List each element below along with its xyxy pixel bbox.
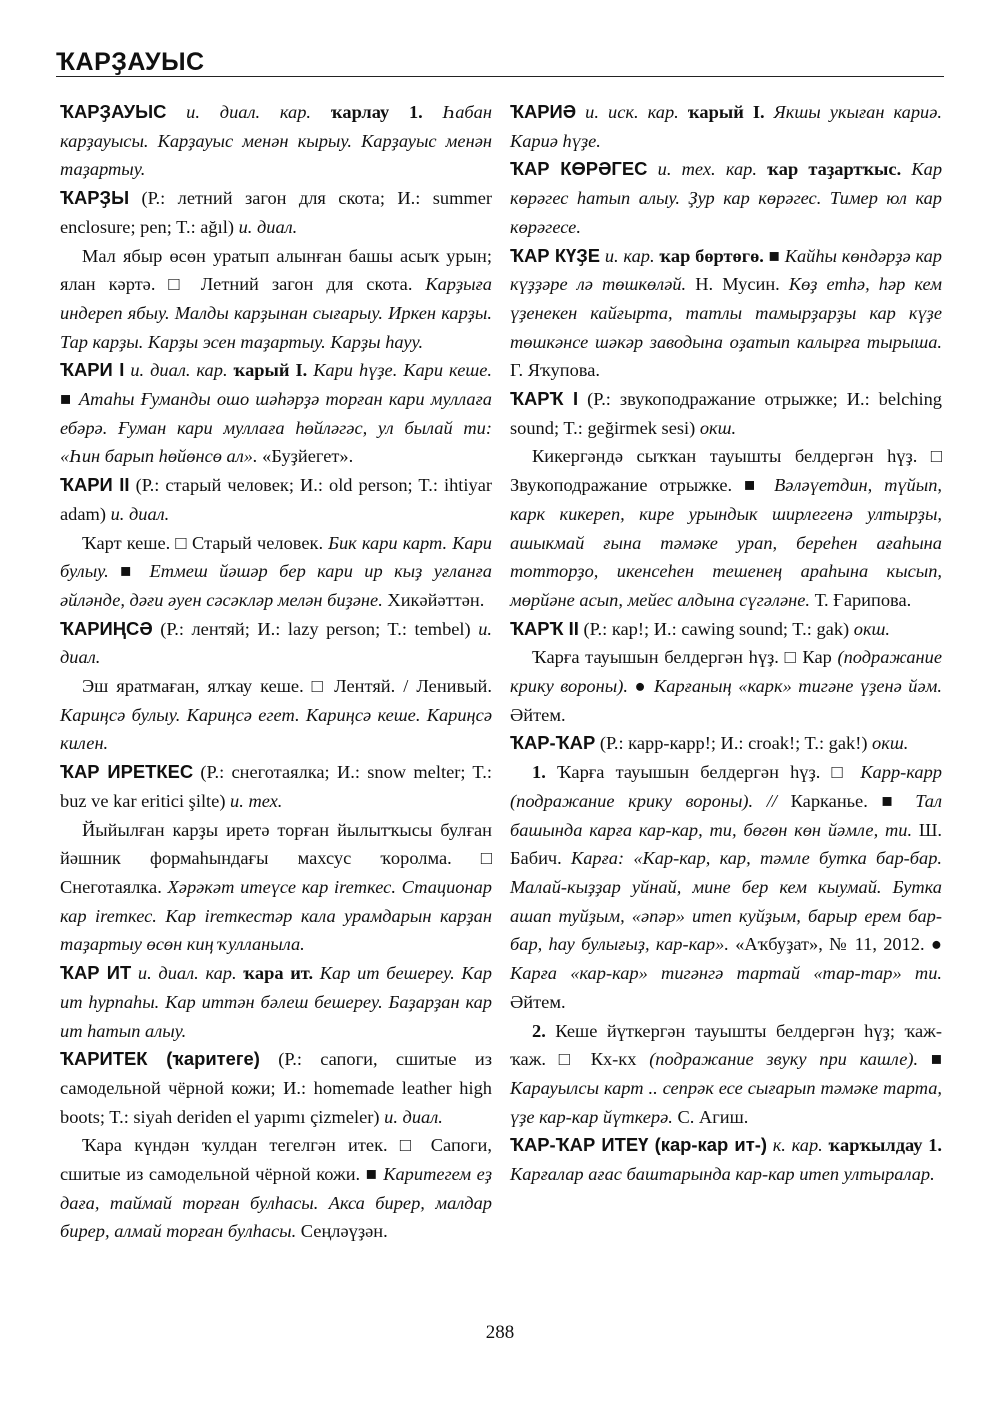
grammar-label: и. тех. [230,790,283,811]
dictionary-entry [60,615,492,672]
example-text: ■ Кайһы көндәрҙә кар күҙҙәре лә төшкөләй. [510,245,942,295]
definition-text: Карканье. [777,790,882,811]
source-text: С. Агиш. [672,1106,749,1127]
definition-paragraph [510,1017,942,1132]
headword: ҠАР ИТ [60,962,132,984]
grammar-label: и. кар. [600,245,660,266]
translation-text: (Р.: звукоподражание отрыжке; И.: belching sound; T.: geğirmek sesi) [510,389,943,438]
headword: ҠАР КӨРӘГЕС [510,158,648,180]
definition-paragraph [60,672,492,758]
definition-text: Ҡара күндән ҡулдан тегелгән итек. □ Сапоги, сшитые из самодельной чёрной кожи. [60,1135,492,1185]
headword: ҠАРҘЫ [60,187,130,209]
dictionary-entry [60,184,492,241]
grammar-label: и. диал. [110,503,170,524]
grammar-label: и. диал. кар. [131,963,244,984]
grammar-label: окш. [853,618,891,639]
headword: ҠАРИТЕК [60,1048,148,1070]
example-text: ■ Каритегем еҙ дағa, таймай торған булһасы. Акса бирер, малдар бирер, алмай торған булһасы. [60,1164,492,1242]
synonym-headword: ҡарҡылдау 1. [828,1135,942,1156]
grammar-label: и. диал. кар. [166,102,331,122]
definition-text: Эш яратмаған, ялҡау кеше. □ Лентяй. / Ленивый. [82,676,492,697]
headword: ҠАРҘАУЫС [60,101,167,122]
definition-paragraph [60,1131,492,1246]
dictionary-entry [510,385,942,442]
grammar-label: окш. [699,417,737,438]
headword: ҠАРИҢСӘ [60,617,153,639]
example-text: Карҙыға индереп ябыу. Малды карҙынан сығарыу. Иркен карҙы. Тар карҙы. Карҙы эсен таҙартыу. Карҙы һауу. [60,274,492,352]
grammar-label: к. кар. [766,1135,829,1156]
definition-text: Ҡарт кеше. □ Старый человек. [82,532,329,553]
dictionary-entry [60,1045,492,1131]
dictionary-entry [510,242,942,386]
example-text: ● Карға «кар-кар» тигәнгә тартай «тар-тар» ти. [510,934,942,984]
grammar-label: и. диал. кар. [124,360,234,381]
dictionary-entry [510,615,942,644]
source-text: Сеңләүҙән. [296,1221,388,1242]
example-text: Кар көрәгес һатып алыу. Ҙур кар көрәгес. Тимер юл кар көрәгесе. [510,159,943,237]
headword: ҠАРҠ ІІ [510,617,579,639]
definition-text: Йыйылған карҙы иретә торған йылытҡысы булған йәшник формаһындағы махсус ҡоролма. □ Снеготаялка. [60,819,492,897]
synonym-headword: ҡарый І. [687,102,765,122]
grammar-label: и. иск. кар. [576,102,688,122]
source-text: Хикәйәттән. [382,589,485,610]
example-text: (подражание звуку при кашле). ■ Карауылсы карт .. сепрәк есе сығарып тәмәке тарта, үҙе кар-кар йүткерә. [510,1049,942,1127]
source-text: Әйтем. [510,704,566,725]
headword: ҠАР-ҠАР [510,732,596,754]
translation-text: (Р.: летний загон для скота; И.: summer enclosure; pen; T.: ağıl) [60,188,492,237]
headword-variant: (кар-кар ит-) [648,1134,767,1156]
dictionary-entry [510,98,942,155]
headword: ҠАР-ҠАР ИТЕҮ [510,1134,649,1156]
headword: ҠАРҠ І [510,388,579,410]
source-text: Ш. Бабич. [510,819,942,869]
translation-text: (Р.: лентяй; И.: lazy person; T.: tembel) [152,618,479,639]
translation-text: (Р.: снеготаялка; И.: snow melter; T.: buz ve kar eritici şilte) [60,762,492,811]
right-column [510,98,942,1189]
synonym-headword: ҡарый І. [233,360,308,381]
example-text: Кари һүҙе. Кари кеше. ■ Атаһы Ғуманды ошо шәһәрҙә торған кари муллаға ебәрә. Ғуман кари муллаға һөйләгәс, ул былай ти: «Һин барып һөйөнсө ал». [60,360,492,467]
dictionary-entry [60,356,492,471]
definition-paragraph [510,758,942,1016]
translation-text: (Р.: кар!; И.: cawing sound; T.: gak) [578,618,854,639]
definition-text: Ҡарға тауышын белдергән һүҙ. □ [545,762,861,783]
grammar-label: и. диал. [238,216,298,237]
definition-paragraph [510,643,942,729]
source-text: Әйтем. [510,991,566,1012]
example-text: ■ Тал башында карға кар-кар, ти, бөгөн көн йәмле, ти. [510,790,942,840]
source-text: «Аҡбуҙат», № 11, 2012. [728,934,931,955]
example-text: Һабан карҙауысы. Карҙауыс менән кырыу. Карҙауыс менән таҙартыу. [60,102,492,180]
dictionary-entry [60,758,492,815]
example-text: Кар ит бешереу. Кар ит һурпаһы. Кар иттән бәлеш бешереу. Баҙарҙан кар ит һатып алыу. [60,963,492,1041]
translation-text: (Р.: старый человек; И.: old person; T.: ihtiyar adam) [60,475,492,524]
source-text: Т. Ғарипова. [810,589,912,610]
example-text: Карғалар ағас баштарында кар-кар итеп ултыралар. [510,1164,935,1185]
headword-variant: (ҡаритеге) [147,1048,260,1070]
headword: ҠАР ИРЕТКЕС [60,761,194,783]
dictionary-entry [510,155,942,241]
example-text: Якшы укыған кариә. Кариә һүҙе. [510,102,942,151]
translation-text: (Р.: карр-карр!; И.: croak!; T.: gak!) [595,733,873,754]
headword: ҠАР КҮҘЕ [510,244,601,266]
grammar-label: и. диал. [384,1106,443,1127]
headword: ҠАРИӘ [510,101,577,122]
translation-text: (Р.: сапоги, сшитые из самодельной чёрной кожи; И.: homemade leather high boots; T.: siyah deriden el yapımı çizmeler) [60,1049,492,1127]
synonym-headword: ҡар таҙартҡыс. [767,159,902,180]
synonym-headword: ҡарлау 1. [330,102,423,122]
headword: ҠАРИ І [60,359,125,381]
definition-text: Кеше йүткергән тауышты белдергән һүҙ; ҡаж-ҡаж. □ Кх-кх [510,1020,942,1070]
grammar-label: окш. [872,733,909,754]
sense-number: 2. [532,1020,546,1041]
example-text: Карға: «Кар-кар, кар, тәмле бутка бар-бар. Малай-кыҙҙар уйнай, мине бер кем кыумай. Бутка ашап туйҙым, «әпәр» итеп куйҙым, барыр ерем бар-бар, һау булығыҙ, кар-кар». [510,848,942,955]
dictionary-entry [510,729,942,758]
running-head: ҠАРҘАУЫС [56,48,205,76]
source-text: «Буҙйегет». [257,446,354,467]
header-rule [56,76,944,77]
definition-paragraph [60,816,492,960]
dictionary-entry [60,98,492,184]
dictionary-entry [60,471,492,528]
grammar-label: и. тех. кар. [647,159,768,180]
example-text: ■ Вәләүетдин, түйып, карк кикереп, кире урындык ширлегенә ултырҙы, ашыкмай ғына тәмәке урап, береһен ағаһына тотторҙо, икенсеһен тешенең араһына кысып, мөрйәне асып, мейес алдына сүгәләне. [510,475,942,610]
dictionary-entry [510,1131,942,1188]
example-text: Көҙ етһә, һәр кем үҙенекен кайғырта, татлы тамырҙарҙы кар күҙе төшкәнсе шәкәр заводына оҙатып калырға тырыша. [510,274,943,352]
left-column [60,98,492,1246]
synonym-headword: ҡара ит. [243,963,314,984]
headword: ҠАРИ ІІ [60,474,130,496]
example-text: Кариңсә булыу. Кариңсә егет. Кариңсә кеше. Кариңсә килен. [60,704,492,754]
sense-number: 1. [532,762,546,783]
grammar-label: и. диал. [60,618,492,668]
synonym-headword: ҡар бөртөгө. [659,245,764,266]
example-text: Хәрәкәт итеүсе кар ireткес. Стационар кар ireткес. Кар ireткестәр кала урамдарын карҙан таҙартыу өсөн киң ҡулланыла. [60,876,492,955]
page-number: 288 [485,1322,515,1343]
definition-paragraph [510,442,942,614]
definition-paragraph [60,529,492,615]
example-text: Бик кари карт. Кари булыу. ■ Етмеш йәшәр бер кари ир кыҙ уғланға әйләнде, дәғи әуен сәсәкләр мелән биҙәне. [60,532,492,610]
dictionary-entry [60,959,492,1045]
source-text: Н. Мусин. [686,274,789,295]
definition-text: Мал ябыр өсөн уратып алынған башы асыҡ урын; ялан кәртә. □ Летний загон для скота. [60,245,492,295]
example-text: (подражание крику вороны). ● Карғаның «карк» тигәне үҙенә йәм. [510,647,942,697]
example-text: Карр-карр (подражание крику вороны). // [510,762,942,811]
definition-text: Кикергәндә сыҡҡан тауышты белдергән һүҙ. □ Звукоподражание отрыжке. [510,446,942,496]
definition-paragraph [60,242,492,357]
source-text: Г. Яҡупова. [510,360,600,381]
definition-text: Ҡарға тауышын белдергән һүҙ. □ Кар [532,647,838,668]
